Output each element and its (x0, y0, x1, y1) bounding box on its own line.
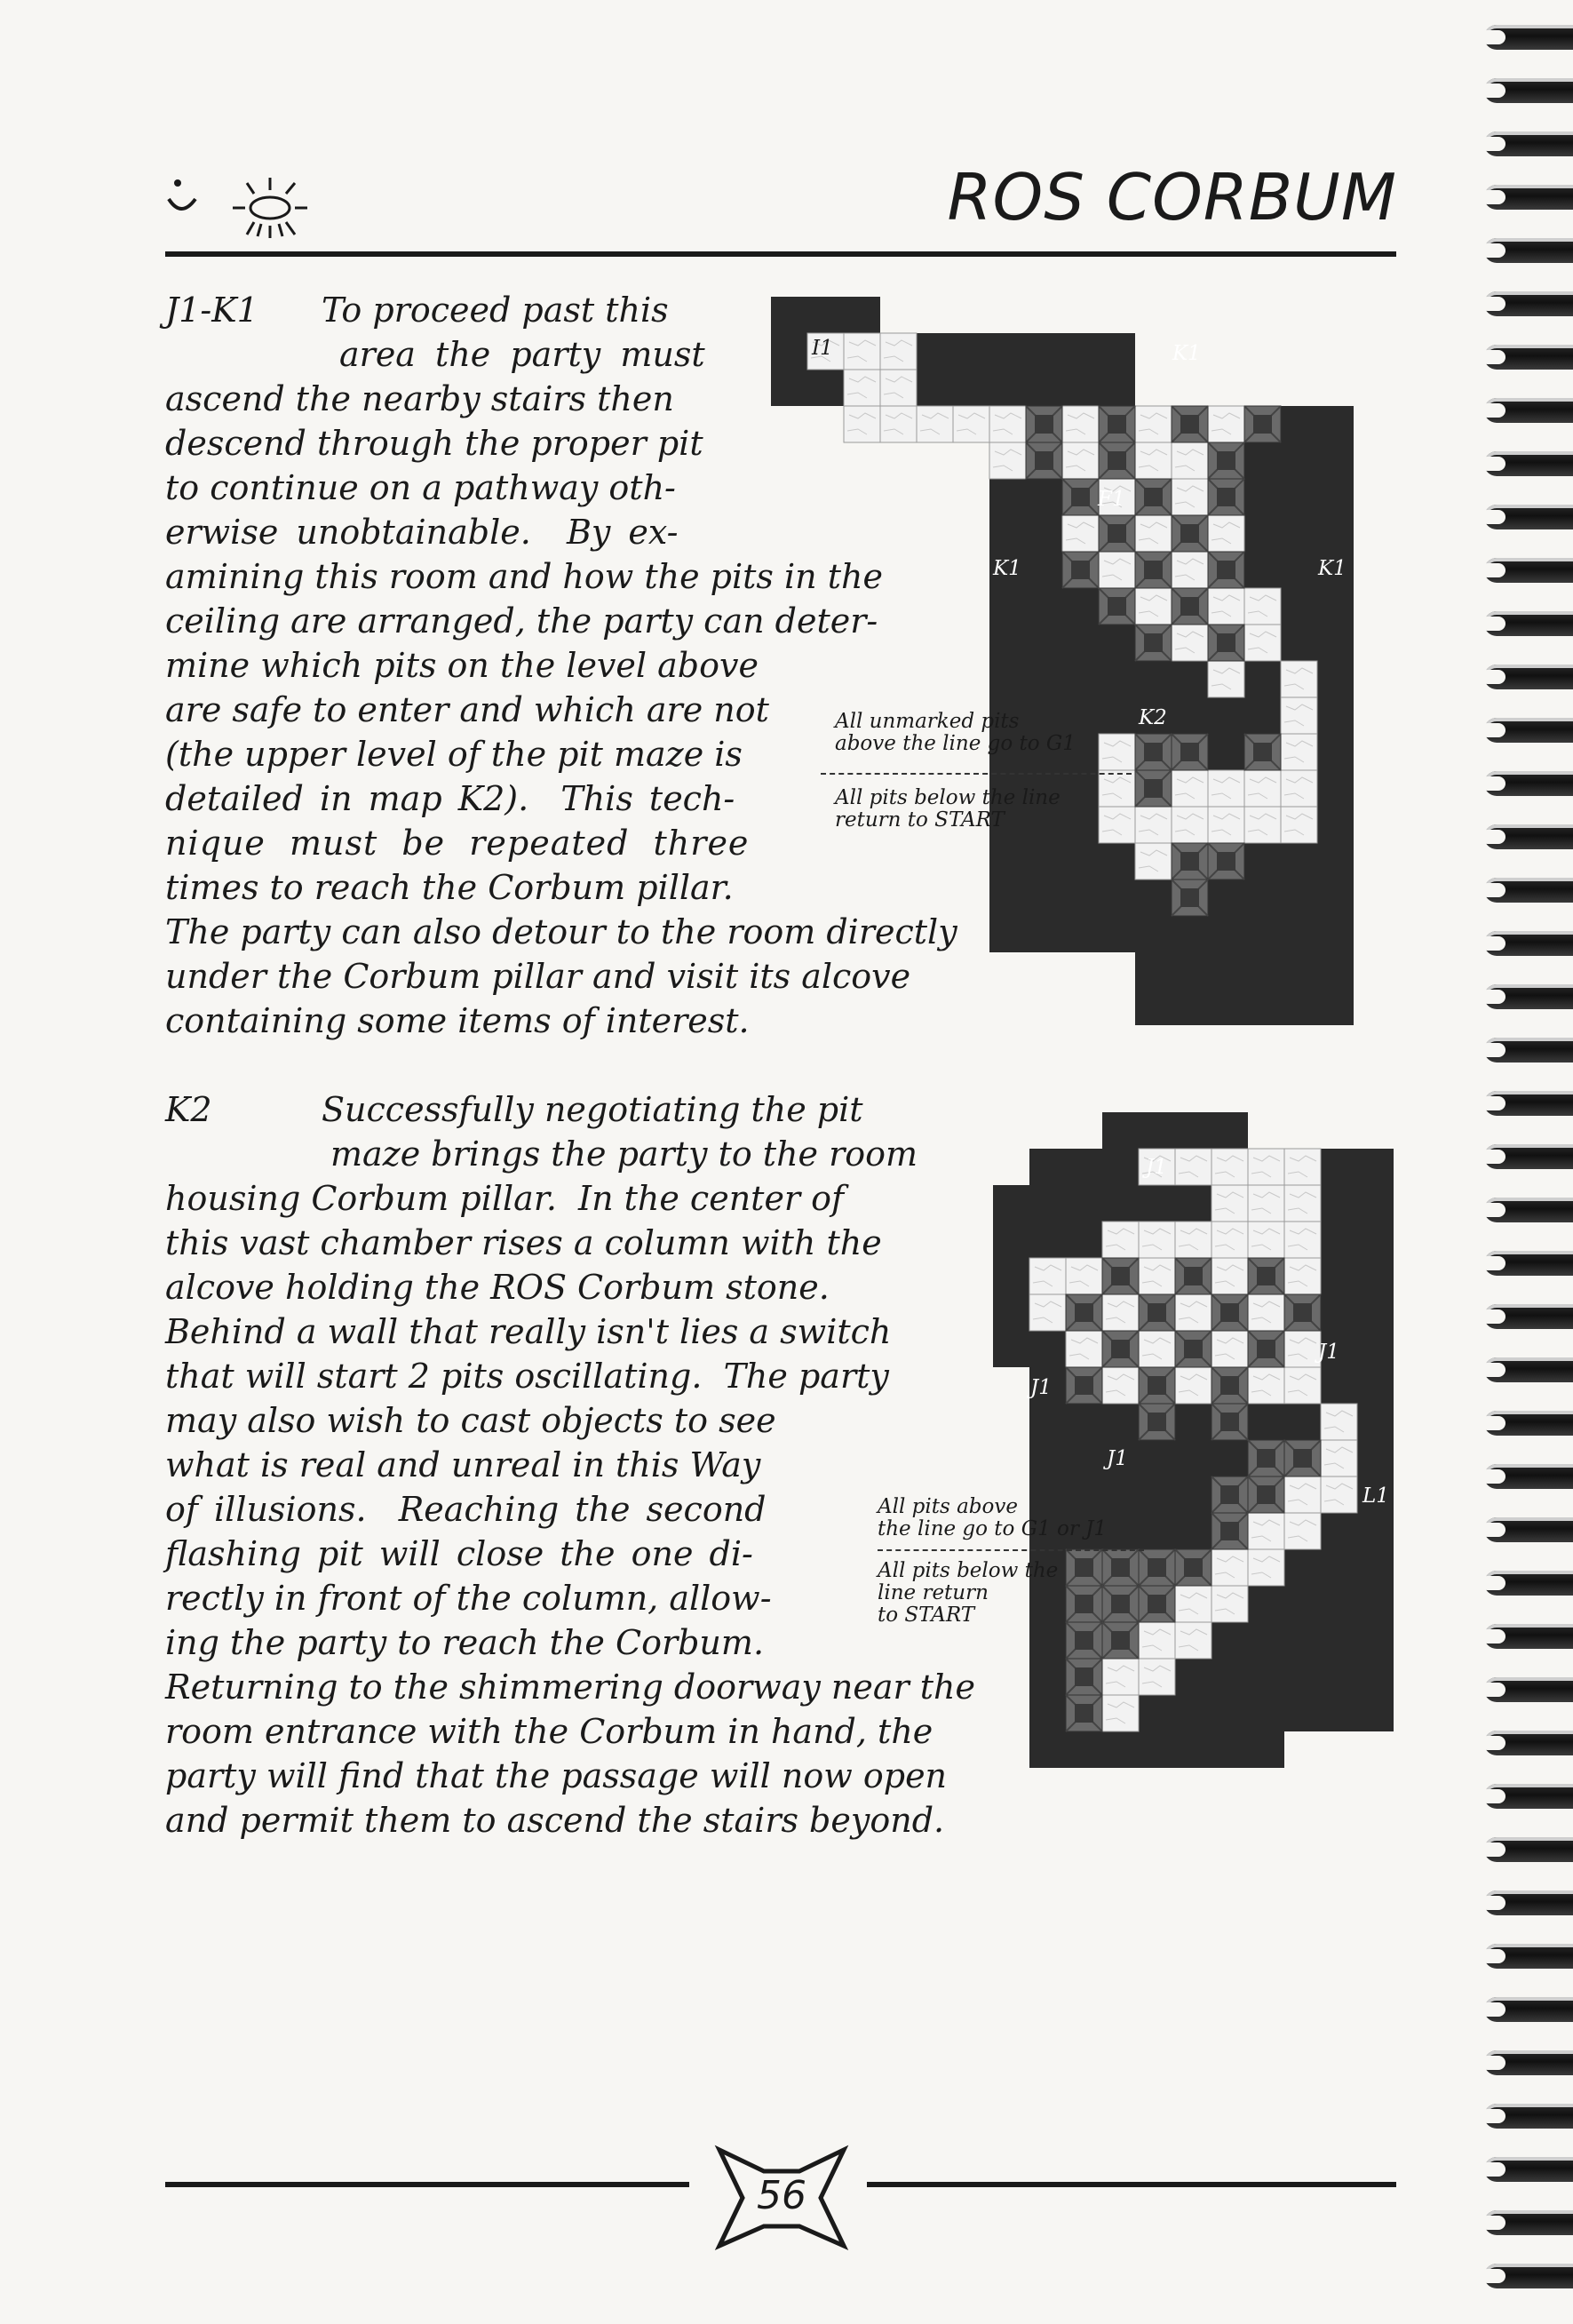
binding-ring (1484, 185, 1573, 210)
map2-label-l1: L1 (1362, 1484, 1389, 1508)
footer-rule-right (867, 2182, 1396, 2187)
map2-label-j1-left: J1 (1030, 1376, 1052, 1399)
binding-ring (1484, 931, 1573, 956)
binding-ring (1484, 25, 1573, 50)
map1-note-below-1: All pits below the line (835, 786, 1061, 809)
k2-line-15: room entrance with the Corbum in hand, the (165, 1712, 933, 1751)
binding-ring (1484, 238, 1573, 263)
k2-line-7: that will start 2 pits oscillating. The party (165, 1357, 889, 1396)
binding-ring (1484, 1677, 1573, 1702)
binding-ring (1484, 2264, 1573, 2288)
j1k1-line-4: descend through the proper pit (165, 424, 703, 463)
binding-ring (1484, 131, 1573, 156)
section-label-j1k1: J1-K1 (165, 290, 258, 330)
j1k1-line-11: (the upper level of the pit maze is (165, 735, 743, 774)
binding-ring (1484, 291, 1573, 316)
binding-ring (1484, 78, 1573, 103)
map2-label-j1-right: J1 (1318, 1341, 1339, 1364)
binding-ring (1484, 558, 1573, 583)
binding-ring (1484, 1357, 1573, 1382)
binding-ring (1484, 718, 1573, 743)
binding-ring (1484, 451, 1573, 476)
k2-line-16: party will find that the passage will now open (165, 1756, 948, 1795)
map-k2 (993, 1112, 1394, 1805)
binding-ring (1484, 665, 1573, 689)
j1k1-line-2: area the party must (339, 335, 705, 374)
footer-rule-left (165, 2182, 689, 2187)
maze-drawing (771, 297, 1354, 1025)
page-title: ROS CORBUM (947, 160, 1397, 235)
j1k1-line-9: mine which pits on the level above (165, 646, 759, 685)
map2-note-below-1: All pits below the (878, 1559, 1059, 1582)
map2-note-below-3: to START (878, 1604, 975, 1627)
k2-line-12: rectly in front of the column, allow- (165, 1579, 772, 1618)
binding-ring (1484, 1091, 1573, 1116)
binding-ring (1484, 1837, 1573, 1862)
k2-line-13: ing the party to reach the Corbum. (165, 1623, 765, 1662)
maze-drawing (993, 1112, 1394, 1768)
binding-ring (1484, 1411, 1573, 1436)
map1-label-k1-top: K1 (1172, 342, 1201, 365)
j1k1-line-16: under the Corbum pillar and visit its alcove (165, 957, 911, 996)
j1k1-line-6: erwise unobtainable. By ex- (165, 513, 679, 552)
binding-ring (1484, 1731, 1573, 1755)
k2-line-1: Successfully negotiating the pit (322, 1090, 863, 1129)
binding-ring (1484, 824, 1573, 849)
map1-label-f1: F1 (1098, 488, 1125, 511)
header-rule (165, 251, 1396, 257)
binding-ring (1484, 398, 1573, 423)
j1k1-line-15: The party can also detour to the room directly (165, 912, 957, 951)
j1k1-line-13: nique must be repeated three (165, 824, 750, 863)
binding-ring (1484, 345, 1573, 370)
k2-line-4: this vast chamber rises a column with the (165, 1223, 882, 1262)
binding-ring (1484, 2157, 1573, 2182)
binding-ring (1484, 1198, 1573, 1222)
j1k1-line-8: ceiling are arranged, the party can deter- (165, 601, 878, 641)
binding-ring (1484, 2210, 1573, 2235)
map2-note-above-1: All pits above (878, 1495, 1018, 1518)
binding-ring (1484, 1304, 1573, 1329)
map2-divider-line (878, 1549, 1144, 1551)
k2-line-8: may also wish to cast objects to see (165, 1401, 776, 1440)
section-label-k2: K2 (165, 1090, 212, 1129)
j1k1-line-5: to continue on a pathway oth- (165, 468, 676, 507)
binding-ring (1484, 771, 1573, 796)
binding-ring (1484, 878, 1573, 903)
j1k1-line-17: containing some items of interest. (165, 1001, 750, 1040)
k2-line-11: flashing pit will close the one di- (165, 1534, 753, 1573)
binding-ring (1484, 1571, 1573, 1596)
map2-label-j1-top: J1 (1146, 1156, 1167, 1179)
map1-note-below-2: return to START (835, 808, 1005, 832)
k2-line-9: what is real and unreal in this Way (165, 1445, 761, 1484)
moon-sun-icon (165, 172, 325, 243)
map2-label-j1-mid: J1 (1107, 1447, 1128, 1470)
map-j1-k1 (771, 297, 1354, 1025)
map1-label-i1: I1 (812, 337, 833, 360)
binding-ring (1484, 1251, 1573, 1276)
binding-ring (1484, 1038, 1573, 1063)
j1k1-line-1: To proceed past this (322, 290, 669, 330)
page-number: 56 (757, 2173, 806, 2218)
map1-note-above-2: above the line go to G1 (835, 732, 1076, 755)
map2-note-above-2: the line go to G1 or J1 (878, 1517, 1108, 1540)
j1k1-line-12: detailed in map K2). This tech- (165, 779, 735, 818)
binding-ring (1484, 611, 1573, 636)
j1k1-line-14: times to reach the Corbum pillar. (165, 868, 734, 907)
binding-ring (1484, 1784, 1573, 1809)
binding-ring (1484, 1464, 1573, 1489)
k2-line-10: of illusions. Reaching the second (165, 1490, 767, 1529)
binding-ring (1484, 505, 1573, 529)
j1k1-line-3: ascend the nearby stairs then (165, 379, 674, 418)
binding-ring (1484, 1517, 1573, 1542)
binding-ring (1484, 1890, 1573, 1915)
k2-line-2: maze brings the party to the room (330, 1134, 918, 1174)
k2-line-5: alcove holding the ROS Corbum stone. (165, 1268, 830, 1307)
binding-ring (1484, 2104, 1573, 2129)
map1-note-above-1: All unmarked pits (835, 710, 1020, 733)
k2-line-6: Behind a wall that really isn't lies a switch (165, 1312, 892, 1351)
j1k1-line-10: are safe to enter and which are not (165, 690, 769, 729)
k2-line-14: Returning to the shimmering doorway near the (165, 1667, 975, 1707)
map1-label-k1-left: K1 (993, 557, 1021, 580)
binding-ring (1484, 1624, 1573, 1649)
j1k1-line-7: amining this room and how the pits in the (165, 557, 883, 596)
binding-ring (1484, 1944, 1573, 1969)
k2-line-3: housing Corbum pillar. In the center of (165, 1179, 845, 1218)
map1-label-k1-right: K1 (1318, 557, 1347, 580)
k2-line-17: and permit them to ascend the stairs beyond. (165, 1801, 945, 1840)
binding-ring (1484, 984, 1573, 1009)
spiral-binding (1475, 0, 1573, 2324)
map1-label-k2: K2 (1139, 706, 1167, 729)
binding-ring (1484, 2050, 1573, 2075)
map2-note-below-2: line return (878, 1581, 989, 1604)
binding-ring (1484, 1997, 1573, 2022)
binding-ring (1484, 1144, 1573, 1169)
map1-divider-line (821, 773, 1132, 775)
